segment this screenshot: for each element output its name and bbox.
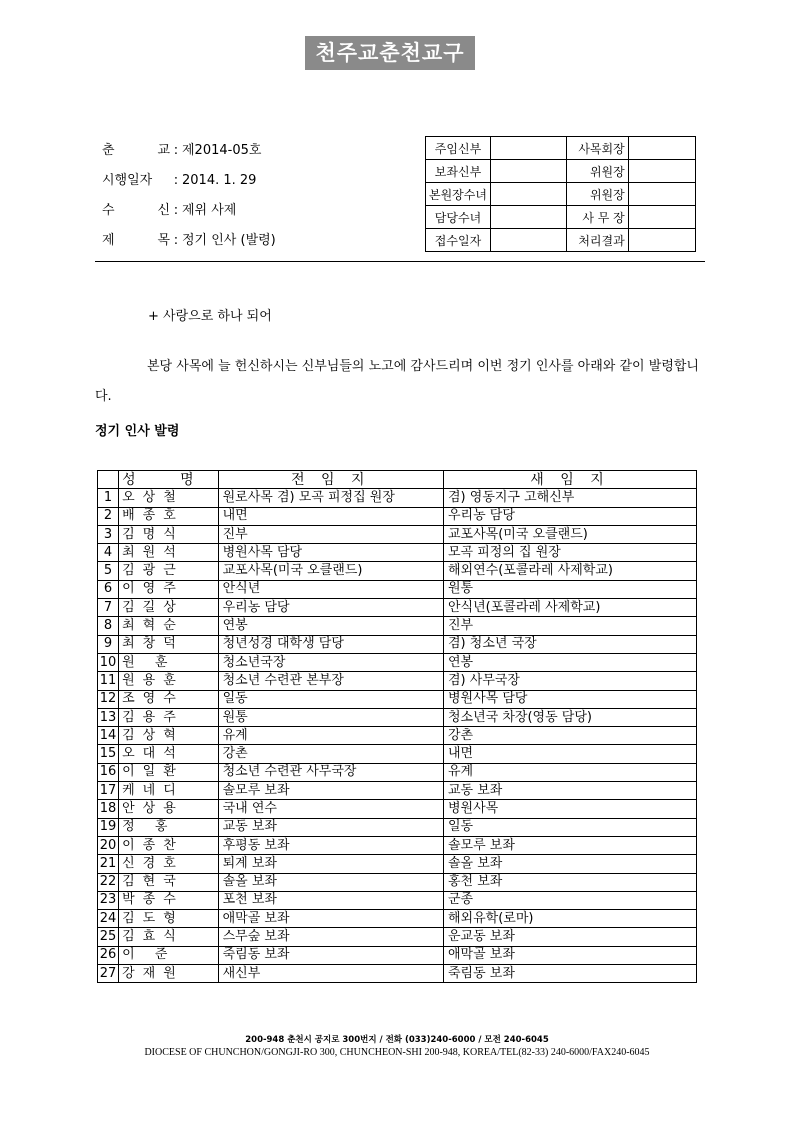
- table-row: [98, 727, 697, 745]
- meta-key: [102, 140, 170, 170]
- person-name: 강재원: [119, 965, 219, 983]
- previous-post: 청년성경 대학생 담당: [218, 635, 443, 653]
- row-number: 21: [98, 855, 119, 873]
- table-row: [98, 653, 697, 671]
- person-name: 원 훈: [119, 653, 219, 671]
- previous-post: 솔올 보좌: [218, 873, 443, 891]
- previous-post: 퇴계 보좌: [218, 855, 443, 873]
- meta-key-part: 제: [102, 233, 115, 248]
- table-row: [98, 873, 697, 891]
- meta-key-part: 시행일자: [102, 173, 153, 188]
- person-name: 김효식: [119, 928, 219, 946]
- approval-table: [425, 136, 696, 252]
- approval-row: [426, 183, 696, 206]
- diocese-logo: 천주교춘천교구: [305, 36, 475, 70]
- approval-signature-cell: [490, 160, 566, 183]
- new-post: 운교동 보좌: [444, 928, 697, 946]
- meta-key: [102, 200, 170, 230]
- meta-value: 정기 인사 (발령): [182, 233, 276, 248]
- new-post: 원통: [444, 580, 697, 598]
- approval-label: 접수일자: [426, 229, 491, 252]
- approval-signature-cell: [628, 183, 695, 206]
- meta-key-part: 교: [157, 143, 170, 158]
- meta-value: 2014. 1. 29: [182, 173, 257, 188]
- new-post: 해외연수(포콜라레 사제학교): [444, 562, 697, 580]
- table-row: [98, 525, 697, 543]
- previous-post: 솔모루 보좌: [218, 782, 443, 800]
- row-number: 1: [98, 489, 119, 507]
- approval-signature-cell: [628, 206, 695, 229]
- approval-signature-cell: [490, 229, 566, 252]
- row-number: 26: [98, 946, 119, 964]
- row-number: 18: [98, 800, 119, 818]
- new-post: 겸) 청소년 국장: [444, 635, 697, 653]
- meta-row: [102, 170, 276, 200]
- person-name: 박종수: [119, 891, 219, 909]
- row-number: 5: [98, 562, 119, 580]
- meta-value: 제2014-05호: [182, 143, 262, 158]
- row-number: 3: [98, 525, 119, 543]
- person-name: 김명식: [119, 525, 219, 543]
- row-number: 10: [98, 653, 119, 671]
- row-number: 16: [98, 763, 119, 781]
- new-post: 교포사목(미국 오클랜드): [444, 525, 697, 543]
- approval-label: 위원장: [566, 160, 628, 183]
- previous-post: 포천 보좌: [218, 891, 443, 909]
- new-post: 청소년국 차장(영동 담당): [444, 708, 697, 726]
- new-post: 겸) 영동지구 고해신부: [444, 489, 697, 507]
- approval-row: [426, 229, 696, 252]
- table-row: [98, 599, 697, 617]
- new-post: 진부: [444, 617, 697, 635]
- approval-signature-cell: [490, 137, 566, 160]
- meta-key-part: 수: [102, 203, 115, 218]
- table-row: [98, 580, 697, 598]
- previous-post: 애막골 보좌: [218, 910, 443, 928]
- meta-value: 제위 사제: [182, 203, 237, 218]
- row-number: 27: [98, 965, 119, 983]
- table-row: [98, 855, 697, 873]
- row-number: 6: [98, 580, 119, 598]
- previous-post: 새신부: [218, 965, 443, 983]
- personnel-table: [97, 470, 697, 983]
- previous-post: 강촌: [218, 745, 443, 763]
- table-row: [98, 818, 697, 836]
- new-post: 유계: [444, 763, 697, 781]
- previous-post: 내면: [218, 507, 443, 525]
- row-number: 25: [98, 928, 119, 946]
- table-row: [98, 507, 697, 525]
- new-post: 일동: [444, 818, 697, 836]
- meta-separator: :: [173, 143, 179, 158]
- person-name: 김현국: [119, 873, 219, 891]
- row-number: 15: [98, 745, 119, 763]
- row-number: 8: [98, 617, 119, 635]
- person-name: 최창덕: [119, 635, 219, 653]
- approval-label: 처리결과: [566, 229, 628, 252]
- previous-post: 일동: [218, 690, 443, 708]
- row-number: 2: [98, 507, 119, 525]
- new-post: 홍천 보좌: [444, 873, 697, 891]
- new-post: 해외유학(로마): [444, 910, 697, 928]
- meta-separator: :: [173, 203, 179, 218]
- person-name: 김광근: [119, 562, 219, 580]
- table-row: [98, 617, 697, 635]
- row-number: 19: [98, 818, 119, 836]
- table-row: [98, 672, 697, 690]
- table-row: [98, 708, 697, 726]
- section-title: 정기 인사 발령: [95, 424, 180, 439]
- person-name: 오상철: [119, 489, 219, 507]
- person-name: 배종호: [119, 507, 219, 525]
- table-row: [98, 544, 697, 562]
- table-row: [98, 690, 697, 708]
- row-number: 24: [98, 910, 119, 928]
- col-new-post-header: 새 임 지: [444, 471, 697, 489]
- new-post: 병원사목: [444, 800, 697, 818]
- table-row: [98, 836, 697, 854]
- table-row: [98, 910, 697, 928]
- row-number: 7: [98, 599, 119, 617]
- previous-post: 스무숲 보좌: [218, 928, 443, 946]
- previous-post: 청소년국장: [218, 653, 443, 671]
- person-name: 이일환: [119, 763, 219, 781]
- meta-row: [102, 140, 276, 170]
- new-post: 강촌: [444, 727, 697, 745]
- table-row: [98, 635, 697, 653]
- person-name: 이영주: [119, 580, 219, 598]
- previous-post: 원로사목 겸) 모곡 피정집 원장: [218, 489, 443, 507]
- previous-post: 연봉: [218, 617, 443, 635]
- new-post: 병원사목 담당: [444, 690, 697, 708]
- col-name-header: 성 명: [119, 471, 219, 489]
- new-post: 애막골 보좌: [444, 946, 697, 964]
- row-number: 4: [98, 544, 119, 562]
- table-row: [98, 891, 697, 909]
- row-number: 9: [98, 635, 119, 653]
- row-number: 17: [98, 782, 119, 800]
- table-row: [98, 562, 697, 580]
- approval-label: 위원장: [566, 183, 628, 206]
- row-number: 11: [98, 672, 119, 690]
- body-paragraph: 본당 사목에 늘 헌신하시는 신부님들의 노고에 감사드리며 이번 정기 인사를 아래와 같이 발령합니다.: [95, 359, 699, 404]
- approval-row: [426, 206, 696, 229]
- new-post: 모곡 피정의 집 원장: [444, 544, 697, 562]
- new-post: 연봉: [444, 653, 697, 671]
- table-row: [98, 782, 697, 800]
- row-number: 12: [98, 690, 119, 708]
- person-name: 신경호: [119, 855, 219, 873]
- person-name: 이 준: [119, 946, 219, 964]
- new-post: 솔올 보좌: [444, 855, 697, 873]
- meta-key-part: 춘: [102, 143, 115, 158]
- row-number: 20: [98, 836, 119, 854]
- table-header-row: [98, 471, 697, 489]
- previous-post: 유계: [218, 727, 443, 745]
- approval-row: [426, 160, 696, 183]
- new-post: 우리농 담당: [444, 507, 697, 525]
- approval-label: 사 무 장: [566, 206, 628, 229]
- previous-post: 청소년 수련관 사무국장: [218, 763, 443, 781]
- new-post: 내면: [444, 745, 697, 763]
- approval-label: 사목회장: [566, 137, 628, 160]
- meta-separator: :: [173, 173, 179, 188]
- previous-post: 진부: [218, 525, 443, 543]
- new-post: 안식년(포콜라레 사제학교): [444, 599, 697, 617]
- previous-post: 안식년: [218, 580, 443, 598]
- col-previous-post-header: 전 임 지: [218, 471, 443, 489]
- footer-address-english: DIOCESE OF CHUNCHON/GONGJI-RO 300, CHUNCHEON-SHI 200-948, KOREA/TEL(82-33) 240-6000/FAX240-6045: [144, 1047, 650, 1058]
- person-name: 안상용: [119, 800, 219, 818]
- previous-post: 우리농 담당: [218, 599, 443, 617]
- table-row: [98, 946, 697, 964]
- approval-signature-cell: [628, 160, 695, 183]
- person-name: 김용주: [119, 708, 219, 726]
- person-name: 원용훈: [119, 672, 219, 690]
- footer-address-korean: 200-948 춘천시 공지로 300번지 / 전화 (033)240-6000 / 모전 240-6045: [245, 1035, 549, 1045]
- previous-post: 병원사목 담당: [218, 544, 443, 562]
- greeting: + 사랑으로 하나 되어: [148, 309, 272, 324]
- meta-key: [102, 230, 170, 260]
- table-row: [98, 965, 697, 983]
- new-post: 교동 보좌: [444, 782, 697, 800]
- person-name: 정 홍: [119, 818, 219, 836]
- person-name: 김길상: [119, 599, 219, 617]
- new-post: 군종: [444, 891, 697, 909]
- document-meta: [102, 140, 276, 260]
- person-name: 최혁순: [119, 617, 219, 635]
- person-name: 최원석: [119, 544, 219, 562]
- person-name: 오대석: [119, 745, 219, 763]
- approval-label: 본원장수녀: [426, 183, 491, 206]
- previous-post: 국내 연수: [218, 800, 443, 818]
- meta-row: [102, 230, 276, 260]
- header-divider: [95, 261, 705, 262]
- approval-label: 담당수녀: [426, 206, 491, 229]
- approval-signature-cell: [490, 206, 566, 229]
- previous-post: 죽림동 보좌: [218, 946, 443, 964]
- new-post: 겸) 사무국장: [444, 672, 697, 690]
- approval-label: 보좌신부: [426, 160, 491, 183]
- table-row: [98, 745, 697, 763]
- meta-key-part: 신: [157, 203, 170, 218]
- previous-post: 청소년 수련관 본부장: [218, 672, 443, 690]
- approval-row: [426, 137, 696, 160]
- previous-post: 교동 보좌: [218, 818, 443, 836]
- person-name: 이종찬: [119, 836, 219, 854]
- approval-label: 주임신부: [426, 137, 491, 160]
- person-name: 김도형: [119, 910, 219, 928]
- table-row: [98, 763, 697, 781]
- previous-post: 교포사목(미국 오클랜드): [218, 562, 443, 580]
- table-row: [98, 928, 697, 946]
- approval-signature-cell: [628, 137, 695, 160]
- approval-signature-cell: [628, 229, 695, 252]
- row-number: 14: [98, 727, 119, 745]
- row-number: 13: [98, 708, 119, 726]
- meta-key-part: 목: [157, 233, 170, 248]
- meta-key: [102, 170, 170, 200]
- new-post: 죽림동 보좌: [444, 965, 697, 983]
- meta-separator: :: [173, 233, 179, 248]
- table-row: [98, 800, 697, 818]
- col-number-header: [98, 471, 119, 489]
- meta-row: [102, 200, 276, 230]
- previous-post: 원통: [218, 708, 443, 726]
- person-name: 케네디: [119, 782, 219, 800]
- previous-post: 후평동 보좌: [218, 836, 443, 854]
- table-row: [98, 489, 697, 507]
- row-number: 23: [98, 891, 119, 909]
- person-name: 김상혁: [119, 727, 219, 745]
- person-name: 조영수: [119, 690, 219, 708]
- row-number: 22: [98, 873, 119, 891]
- new-post: 솔모루 보좌: [444, 836, 697, 854]
- approval-signature-cell: [490, 183, 566, 206]
